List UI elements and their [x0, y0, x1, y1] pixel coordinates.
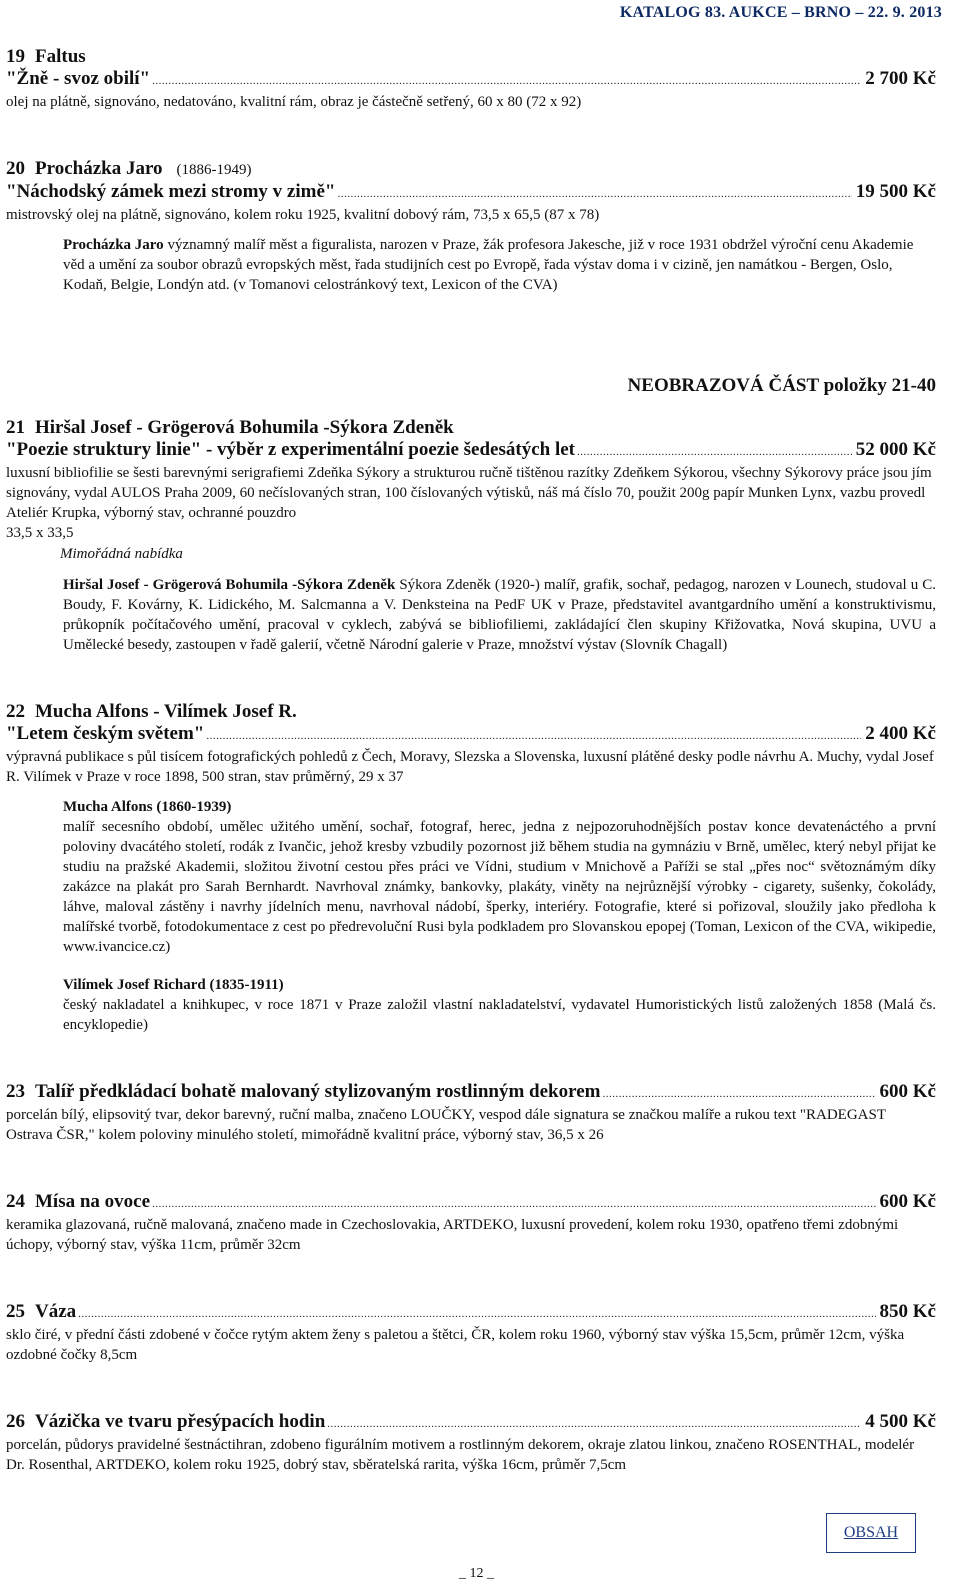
lot-title-line: [6, 181, 936, 205]
leader-dots: [602, 1083, 875, 1105]
lot-number: 19: [6, 46, 25, 67]
bio-text: významný malíř měst a figuralista, narozen v Praze, žák profesora Jakesche, již v roce 1931 obdržel výroční cenu Akademie věd a umění za soubor obrazů evropských měst, řada studijních cest po Evropě, řada výstav doma i v cizině, jen namátkou - Bergen, Oslo, Kodaň, Belgie, Londýn atd. (v Tomanovi celostránkový text, Lexicon of the CVA): [63, 237, 914, 293]
lot-title: "Náchodský zámek mezi stromy v zimě": [6, 181, 336, 202]
lot-title-line: [6, 1191, 936, 1215]
lot-26: [6, 1411, 936, 1475]
bio-name: Vilímek Josef Richard (1835-1911): [63, 977, 284, 993]
lot-20: [6, 158, 936, 295]
lot-21: [6, 417, 936, 655]
lot-25: [6, 1301, 936, 1365]
lot-23: [6, 1081, 936, 1145]
artist-bio-vilimek: [63, 975, 936, 1035]
lot-description: olej na plátně, signováno, nedatováno, kvalitní rám, obraz je částečně setřený, 60 x 80 (72 x 92): [6, 94, 582, 110]
leader-dots: [577, 441, 852, 463]
lot-price: 19 500 Kč: [855, 181, 936, 202]
lot-author: Faltus: [35, 46, 86, 67]
lot-number: 21: [6, 417, 25, 438]
leader-dots: [206, 725, 861, 747]
lot-description: sklo čiré, v přední části zdobené v čočce rytým aktem ženy s paletou a štětci, ČR, kolem roku 1960, výborný stav výška 15,5cm, průměr 12cm, výška ozdobné čočky 8,5cm: [6, 1327, 905, 1363]
lot-title-line: [6, 68, 936, 92]
lot-price: 4 500 Kč: [865, 1411, 936, 1432]
lot-description: porcelán bílý, elipsovitý tvar, dekor barevný, ruční malba, značeno LOUČKY, vespod dále signatura se značkou malíře a rukou text "RADEGAST Ostrava ČSR," kolem poloviny minulého století, mimořádně kvalitní práce, výborný stav, 36,5 x 26: [6, 1107, 886, 1143]
leader-dots: [327, 1413, 861, 1435]
lot-size: 33,5 x 33,5: [6, 525, 74, 541]
lot-description: keramika glazovaná, ručně malovaná, značeno made in Czechoslovakia, ARTDEKO, luxusní provedení, kolem roku 1930, opatřeno třemi zdobnými úchopy, výborný stav, výška 11cm, průměr 32cm: [6, 1217, 899, 1253]
artist-bio: [63, 235, 936, 295]
lot-note: Mimořádná nabídka: [60, 546, 183, 562]
lot-author-line: [6, 701, 936, 723]
lot-title-line: [6, 1081, 936, 1105]
artist-bio-mucha: [63, 797, 936, 957]
artist-bio: [63, 575, 936, 655]
bio-text: český nakladatel a knihkupec, v roce 1871 v Praze založil vlastní nakladatelství, vydavatel Humoristických listů založených 1858 (Malá čs. encyklopedie): [63, 997, 936, 1033]
lot-title: Mísa na ovoce: [35, 1191, 151, 1212]
lot-19: [6, 46, 936, 112]
lot-title-line: [6, 723, 936, 747]
lot-number: 24: [6, 1191, 25, 1212]
lot-title: Váza: [35, 1301, 77, 1322]
leader-dots: [152, 1193, 875, 1215]
lot-title: Vázička ve tvaru přesýpacích hodin: [35, 1411, 326, 1432]
lot-price: 52 000 Kč: [855, 439, 936, 460]
lot-title: "Letem českým světem": [6, 723, 205, 744]
lot-title: "Poezie struktury linie" - výběr z experimentální poezie šedesátých let: [6, 439, 575, 460]
lot-price: 2 700 Kč: [865, 68, 936, 89]
bio-name: Mucha Alfons (1860-1939): [63, 799, 232, 815]
bio-text: malíř secesního období, umělec užitého umění, sochař, fotograf, herec, jedna z nejpozoruhodnějších postav konce devatenáctého a první poloviny dvacátého století, rodák z Ivančic, jehož kresby vzbudily pozornost již během studia na gymnáziu v Brně, umělec, který nebyl přijat ke studiu na pražské Akademii, složitou životní cestou přes práci ve Vídni, studium v Mnichově a Paříži se stal „přes noc“ světoznámým díky zakázce na plakát pro Sarah Bernhardt. Navrhoval známky, bankovky, plakáty, viněty na nejrůznější výrobky - cigarety, sušenky, čokolády, láhve, maloval zástěny i navrhy jídelních menu, navrhoval nádobí, šperky, interiéry. Fotografie, které si pořizoval, sloužily jako předloha k malířské tvorbě, fotodokumentace z cest po předrevoluční Rusi byla podkladem pro Slovanskou epopej (Toman, Lexicon of the CVA, wikipedie, www.ivancice.cz): [63, 819, 936, 955]
lot-author-line: [6, 158, 936, 181]
lot-number: 23: [6, 1081, 25, 1102]
lot-title-line: [6, 1301, 936, 1325]
lot-description: porcelán, půdorys pravidelné šestnáctihran, zdobeno figurálním motivem a rostlinným dekorem, okraje zlatou linkou, značeno ROSENTHAL, modelér Dr. Rosenthal, ARTDEKO, kolem roku 1925, dobrý stav, sběratelská rarita, výška 16cm, průměr 7,5cm: [6, 1437, 915, 1473]
obsah-link[interactable]: OBSAH: [826, 1513, 916, 1553]
section-title: NEOBRAZOVÁ ČÁST položky 21-40: [627, 375, 936, 396]
lot-title-line: [6, 1411, 936, 1435]
leader-dots: [152, 70, 861, 92]
bio-name: Hiršal Josef - Grögerová Bohumila -Sýkora Zdeněk: [63, 577, 396, 593]
lot-title-line: [6, 439, 936, 463]
lot-author: Procházka Jaro: [35, 158, 163, 179]
lot-22: [6, 701, 936, 1035]
lot-number: 26: [6, 1411, 25, 1432]
leader-dots: [78, 1303, 875, 1325]
bio-text: Sýkora Zdeněk (1920-) malíř, grafik, sochař, pedagog, narozen v Lounech, studoval u C. Boudy, F. Kovárny, K. Lidického, M. Salcmanna a V. Denksteina na PedF UK v Praze, představitel avantgardního umění a konstruktivismu, průkopník počítačového umění, pracoval v cyklech, zabývá se bibliofiliemi, zakládající člen skupiny Křižovatka, Nová skupina, UVU a Umělecké besedy, zastoupen v řadě galerií, včetně Národní galerie v Praze, množství výstav (Slovník Chagall): [63, 577, 936, 653]
bio-name: Procházka Jaro: [63, 237, 164, 253]
leader-dots: [337, 183, 851, 205]
lot-author-dates: (1886-1949): [176, 162, 252, 178]
lot-number: 25: [6, 1301, 25, 1322]
lot-number: 20: [6, 158, 25, 179]
lot-24: [6, 1191, 936, 1255]
lot-author-line: [6, 46, 936, 68]
catalog-header: KATALOG 83. AUKCE – BRNO – 22. 9. 2013: [619, 4, 942, 21]
catalog-content: [6, 46, 936, 1475]
page-number: _ 12 _: [459, 1566, 494, 1581]
lot-author: Mucha Alfons - Vilímek Josef R.: [35, 701, 297, 722]
lot-price: 2 400 Kč: [865, 723, 936, 744]
lot-number: 22: [6, 701, 25, 722]
lot-author: Hiršal Josef - Grögerová Bohumila -Sýkora Zdeněk: [35, 417, 454, 438]
lot-title: "Žně - svoz obilí": [6, 68, 151, 89]
lot-description: luxusní bibliofilie se šesti barevnými serigrafiemi Zdeňka Sýkory a strukturou ručně tištěnou razítky Zdeňkem Sýkorou, všechny Sýkorovy práce jsou jím signovány, vydal AULOS Praha 2009, 60 nečíslovaných stran, 100 číslovaných výtisků, náš má číslo 70, použit 200g papír Munken Lynx, vazbu provedl Ateliér Krupka, výborný stav, ochranné pouzdro: [6, 465, 932, 521]
lot-description: mistrovský olej na plátně, signováno, kolem roku 1925, kvalitní dobový rám, 73,5 x 65,5 (87 x 78): [6, 207, 600, 223]
lot-title: Talíř předkládací bohatě malovaný stylizovaným rostlinným dekorem: [35, 1081, 601, 1102]
lot-price: 850 Kč: [879, 1301, 936, 1322]
lot-author-line: [6, 417, 936, 439]
lot-price: 600 Kč: [879, 1191, 936, 1212]
lot-description: výpravná publikace s půl tisícem fotografických pohledů z Čech, Moravy, Slezska a Slovenska, luxusní plátěné desky podle návrhu A. Muchy, vydal Josef R. Vilímek v Praze v roce 1898, 500 stran, stav průměrný, 29 x 37: [6, 749, 934, 785]
lot-price: 600 Kč: [879, 1081, 936, 1102]
